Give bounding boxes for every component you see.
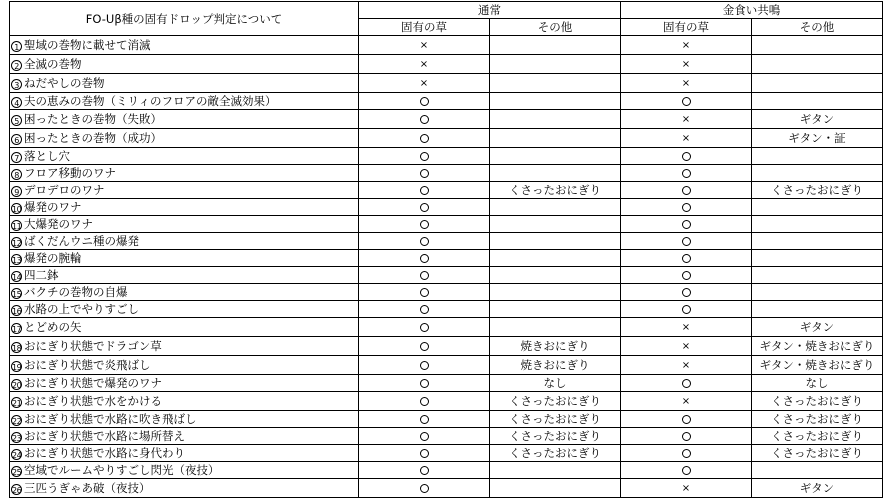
- resonance-unique-grass-cell: [621, 356, 752, 375]
- row-method-label: 困ったときの巻物（成功）: [24, 131, 162, 145]
- normal-other-cell: [490, 267, 621, 284]
- normal-unique-grass-cell: [359, 74, 490, 93]
- row-method-cell: [10, 233, 359, 250]
- circle-mark-icon: [420, 97, 429, 106]
- cross-mark: ×: [681, 114, 691, 125]
- cross-mark: ×: [419, 59, 429, 70]
- row-method-cell: [10, 36, 359, 55]
- cross-mark: ×: [681, 133, 691, 144]
- normal-other-cell: [490, 129, 621, 148]
- row-method-label: おにぎり状態で爆発のワナ: [24, 376, 162, 390]
- table-row: [10, 337, 883, 356]
- resonance-unique-grass-header: 固有の草: [621, 19, 752, 36]
- table-row: [10, 182, 883, 199]
- cell-text: くさったおにぎり: [509, 394, 601, 408]
- cross-mark: ×: [419, 40, 429, 51]
- row-method-cell: [10, 445, 359, 462]
- row-method-cell: [10, 411, 359, 428]
- row-method-label: デロデロのワナ: [24, 183, 105, 197]
- circled-number-icon: 21: [12, 399, 22, 408]
- circle-mark-icon: [682, 305, 691, 314]
- group-normal-header: 通常: [359, 2, 621, 19]
- circle-mark-icon: [682, 466, 691, 475]
- group-resonance-header: 金食い共鳴: [621, 2, 883, 19]
- resonance-other-cell: [752, 392, 883, 411]
- circle-mark-icon: [420, 323, 429, 332]
- circle-mark-icon: [682, 449, 691, 458]
- normal-other-cell: [490, 462, 621, 479]
- table-row: [10, 216, 883, 233]
- cross-mark: ×: [681, 40, 691, 51]
- table-row: [10, 233, 883, 250]
- circle-mark-icon: [682, 152, 691, 161]
- resonance-other-cell: [752, 462, 883, 479]
- table-row: [10, 250, 883, 267]
- resonance-other-cell: [752, 199, 883, 216]
- circle-mark-icon: [682, 271, 691, 280]
- cell-text: ギタン・証: [788, 131, 846, 145]
- table-row: [10, 284, 883, 301]
- table-row: [10, 110, 883, 129]
- cell-text: 焼きおにぎり: [520, 339, 590, 353]
- normal-unique-grass-cell: [359, 55, 490, 74]
- resonance-unique-grass-cell: [621, 216, 752, 233]
- table-body: [10, 36, 883, 498]
- circled-number-icon: 13: [12, 256, 22, 265]
- row-method-label: おにぎり状態で水路に吹き飛ばし: [24, 412, 197, 426]
- resonance-unique-grass-cell: [621, 318, 752, 337]
- circle-mark-icon: [420, 271, 429, 280]
- normal-unique-grass-cell: [359, 182, 490, 199]
- normal-unique-grass-cell: [359, 267, 490, 284]
- row-method-cell: [10, 375, 359, 392]
- normal-other-cell: [490, 392, 621, 411]
- circle-mark-icon: [682, 203, 691, 212]
- row-method-cell: [10, 318, 359, 337]
- row-method-cell: [10, 392, 359, 411]
- normal-unique-grass-cell: [359, 428, 490, 445]
- normal-other-cell: [490, 36, 621, 55]
- row-method-cell: [10, 110, 359, 129]
- circle-mark-icon: [420, 415, 429, 424]
- resonance-other-cell: [752, 375, 883, 392]
- row-method-label: 聖域の巻物に載せて消滅: [24, 38, 151, 52]
- row-method-label: 爆発の腕輪: [24, 251, 82, 265]
- circle-mark-icon: [420, 361, 429, 370]
- normal-unique-grass-cell: [359, 129, 490, 148]
- normal-other-cell: [490, 93, 621, 110]
- table-row: [10, 356, 883, 375]
- normal-unique-grass-cell: [359, 445, 490, 462]
- resonance-unique-grass-cell: [621, 428, 752, 445]
- row-method-cell: [10, 337, 359, 356]
- normal-other-cell: [490, 411, 621, 428]
- resonance-other-cell: [752, 318, 883, 337]
- resonance-other-cell: [752, 216, 883, 233]
- normal-other-cell: [490, 74, 621, 93]
- row-method-cell: [10, 74, 359, 93]
- table-row: [10, 375, 883, 392]
- normal-unique-grass-cell: [359, 301, 490, 318]
- normal-other-cell: [490, 199, 621, 216]
- circle-mark-icon: [420, 379, 429, 388]
- normal-unique-grass-cell: [359, 110, 490, 129]
- circled-number-icon: 7: [11, 152, 22, 163]
- normal-unique-grass-cell: [359, 148, 490, 165]
- circled-number-icon: 11: [12, 222, 22, 231]
- cell-text: ギタン・焼きおにぎり: [759, 339, 875, 353]
- normal-other-cell: [490, 301, 621, 318]
- row-method-cell: [10, 356, 359, 375]
- row-method-label: 全滅の巻物: [24, 57, 82, 71]
- row-method-cell: [10, 55, 359, 74]
- circled-number-icon: 2: [11, 60, 22, 71]
- resonance-other-cell: [752, 165, 883, 182]
- circled-number-icon: 16: [12, 307, 22, 316]
- row-method-cell: [10, 199, 359, 216]
- resonance-unique-grass-cell: [621, 148, 752, 165]
- circled-number-icon: 20: [12, 381, 22, 390]
- circle-mark-icon: [682, 254, 691, 263]
- resonance-other-cell: [752, 445, 883, 462]
- circle-mark-icon: [420, 342, 429, 351]
- normal-other-cell: [490, 337, 621, 356]
- resonance-other-header: その他: [752, 19, 883, 36]
- circle-mark-icon: [682, 237, 691, 246]
- row-method-cell: [10, 284, 359, 301]
- drop-judgment-table: [9, 1, 883, 498]
- row-method-cell: [10, 93, 359, 110]
- normal-other-cell: [490, 233, 621, 250]
- table-row: [10, 318, 883, 337]
- circle-mark-icon: [682, 432, 691, 441]
- normal-unique-grass-cell: [359, 199, 490, 216]
- circled-number-icon: 12: [12, 239, 22, 248]
- resonance-other-cell: [752, 250, 883, 267]
- cross-mark: ×: [681, 322, 691, 333]
- table-row: [10, 462, 883, 479]
- normal-unique-grass-cell: [359, 233, 490, 250]
- normal-other-cell: [490, 479, 621, 498]
- cell-text: くさったおにぎり: [509, 183, 601, 197]
- table-row: [10, 199, 883, 216]
- resonance-unique-grass-cell: [621, 110, 752, 129]
- resonance-other-cell: [752, 428, 883, 445]
- circled-number-icon: 1: [11, 41, 22, 52]
- row-method-label: 水路の上でやりすごし: [24, 302, 139, 316]
- normal-unique-grass-cell: [359, 337, 490, 356]
- row-method-label: 困ったときの巻物（失敗）: [24, 112, 162, 126]
- resonance-unique-grass-cell: [621, 233, 752, 250]
- row-method-label: 爆発のワナ: [24, 200, 82, 214]
- resonance-other-cell: [752, 74, 883, 93]
- circle-mark-icon: [420, 288, 429, 297]
- circle-mark-icon: [420, 432, 429, 441]
- cross-mark: ×: [681, 59, 691, 70]
- resonance-unique-grass-cell: [621, 284, 752, 301]
- circled-number-icon: 15: [12, 290, 22, 299]
- normal-unique-grass-header: 固有の草: [359, 19, 490, 36]
- circle-mark-icon: [682, 415, 691, 424]
- circle-mark-icon: [682, 97, 691, 106]
- normal-unique-grass-cell: [359, 375, 490, 392]
- resonance-unique-grass-cell: [621, 462, 752, 479]
- resonance-unique-grass-cell: [621, 165, 752, 182]
- table-row: [10, 36, 883, 55]
- table-row: [10, 148, 883, 165]
- row-method-cell: [10, 479, 359, 498]
- row-method-label: とどめの矢: [24, 320, 82, 334]
- circle-mark-icon: [420, 169, 429, 178]
- circled-number-icon: 26: [12, 486, 22, 495]
- cell-text: なし: [543, 376, 567, 390]
- row-method-label: おにぎり状態で水路に場所替え: [24, 429, 185, 443]
- normal-other-cell: [490, 55, 621, 74]
- circle-mark-icon: [420, 397, 429, 406]
- circled-number-icon: 4: [11, 97, 22, 108]
- cross-mark: ×: [681, 78, 691, 89]
- resonance-unique-grass-cell: [621, 411, 752, 428]
- cross-mark: ×: [681, 360, 691, 371]
- normal-other-cell: [490, 356, 621, 375]
- resonance-other-cell: [752, 129, 883, 148]
- normal-unique-grass-cell: [359, 165, 490, 182]
- resonance-unique-grass-cell: [621, 479, 752, 498]
- circled-number-icon: 6: [11, 134, 22, 145]
- row-method-label: おにぎり状態で水路に身代わり: [24, 446, 185, 460]
- cross-mark: ×: [681, 483, 691, 494]
- row-method-cell: [10, 216, 359, 233]
- resonance-unique-grass-cell: [621, 74, 752, 93]
- table-row: [10, 267, 883, 284]
- circle-mark-icon: [420, 305, 429, 314]
- row-method-cell: [10, 129, 359, 148]
- cell-text: ギタン・焼きおにぎり: [759, 358, 875, 372]
- resonance-other-cell: [752, 479, 883, 498]
- circle-mark-icon: [420, 449, 429, 458]
- resonance-other-cell: [752, 284, 883, 301]
- cell-text: なし: [805, 376, 829, 390]
- cell-text: くさったおにぎり: [509, 412, 601, 426]
- normal-other-cell: [490, 110, 621, 129]
- circled-number-icon: 17: [12, 325, 22, 334]
- resonance-unique-grass-cell: [621, 301, 752, 318]
- circle-mark-icon: [682, 169, 691, 178]
- normal-other-cell: [490, 165, 621, 182]
- table-row: [10, 428, 883, 445]
- resonance-other-cell: [752, 267, 883, 284]
- resonance-unique-grass-cell: [621, 250, 752, 267]
- circle-mark-icon: [420, 186, 429, 195]
- normal-unique-grass-cell: [359, 318, 490, 337]
- circle-mark-icon: [420, 484, 429, 493]
- normal-unique-grass-cell: [359, 411, 490, 428]
- table-row: [10, 165, 883, 182]
- resonance-other-cell: [752, 148, 883, 165]
- circled-number-icon: 25: [12, 468, 22, 477]
- row-method-label: フロア移動のワナ: [24, 166, 116, 180]
- row-method-label: おにぎり状態で水をかける: [24, 394, 162, 408]
- row-method-cell: [10, 301, 359, 318]
- row-method-label: おにぎり状態で炎飛ばし: [24, 358, 151, 372]
- table-row: [10, 301, 883, 318]
- circle-mark-icon: [682, 186, 691, 195]
- row-method-cell: [10, 462, 359, 479]
- resonance-unique-grass-cell: [621, 392, 752, 411]
- resonance-other-cell: [752, 36, 883, 55]
- cell-text: ギタン: [799, 112, 835, 126]
- normal-other-cell: [490, 148, 621, 165]
- circled-number-icon: 24: [12, 451, 22, 460]
- circled-number-icon: 14: [12, 273, 22, 282]
- normal-unique-grass-cell: [359, 250, 490, 267]
- resonance-unique-grass-cell: [621, 129, 752, 148]
- resonance-other-cell: [752, 182, 883, 199]
- circle-mark-icon: [682, 288, 691, 297]
- resonance-unique-grass-cell: [621, 93, 752, 110]
- resonance-unique-grass-cell: [621, 36, 752, 55]
- table-row: [10, 74, 883, 93]
- cross-mark: ×: [681, 341, 691, 352]
- resonance-unique-grass-cell: [621, 182, 752, 199]
- row-method-label: ねだやしの巻物: [24, 76, 105, 90]
- cross-mark: ×: [419, 78, 429, 89]
- circled-number-icon: 8: [11, 169, 22, 180]
- circled-number-icon: 23: [12, 434, 22, 443]
- table-row: [10, 129, 883, 148]
- cell-text: くさったおにぎり: [509, 429, 601, 443]
- resonance-other-cell: [752, 411, 883, 428]
- row-method-label: 落とし穴: [24, 149, 70, 163]
- normal-unique-grass-cell: [359, 462, 490, 479]
- row-method-label: 夫の恵みの巻物（ミリィのフロアの敵全滅効果）: [24, 94, 277, 108]
- row-method-label: 大爆発のワナ: [24, 217, 93, 231]
- circle-mark-icon: [420, 115, 429, 124]
- circled-number-icon: 3: [11, 79, 22, 90]
- row-method-label: 三匹うぎゃあ破（夜技）: [24, 481, 151, 495]
- resonance-unique-grass-cell: [621, 337, 752, 356]
- resonance-other-cell: [752, 55, 883, 74]
- normal-other-cell: [490, 318, 621, 337]
- resonance-unique-grass-cell: [621, 445, 752, 462]
- normal-other-cell: [490, 375, 621, 392]
- cell-text: くさったおにぎり: [771, 429, 863, 443]
- circle-mark-icon: [420, 254, 429, 263]
- normal-unique-grass-cell: [359, 479, 490, 498]
- circled-number-icon: 5: [11, 115, 22, 126]
- table-row: [10, 445, 883, 462]
- cell-text: 焼きおにぎり: [520, 358, 590, 372]
- normal-other-cell: [490, 428, 621, 445]
- circled-number-icon: 18: [12, 344, 22, 353]
- resonance-unique-grass-cell: [621, 199, 752, 216]
- circle-mark-icon: [682, 379, 691, 388]
- cell-text: ギタン: [799, 481, 835, 495]
- resonance-other-cell: [752, 337, 883, 356]
- row-method-cell: [10, 182, 359, 199]
- normal-unique-grass-cell: [359, 36, 490, 55]
- normal-other-header: その他: [490, 19, 621, 36]
- circled-number-icon: 9: [11, 186, 22, 197]
- row-method-cell: [10, 165, 359, 182]
- normal-other-cell: [490, 216, 621, 233]
- row-method-label: おにぎり状態でドラゴン草: [24, 339, 162, 353]
- row-method-cell: [10, 267, 359, 284]
- normal-other-cell: [490, 250, 621, 267]
- circled-number-icon: 10: [12, 205, 22, 214]
- table-title: FO-Uβ種の固有ドロップ判定について: [10, 2, 359, 36]
- resonance-unique-grass-cell: [621, 375, 752, 392]
- row-method-cell: [10, 428, 359, 445]
- cell-text: くさったおにぎり: [509, 446, 601, 460]
- circle-mark-icon: [682, 220, 691, 229]
- normal-other-cell: [490, 284, 621, 301]
- table-row: [10, 93, 883, 110]
- normal-unique-grass-cell: [359, 216, 490, 233]
- normal-unique-grass-cell: [359, 392, 490, 411]
- circle-mark-icon: [420, 203, 429, 212]
- normal-unique-grass-cell: [359, 356, 490, 375]
- cell-text: くさったおにぎり: [771, 446, 863, 460]
- resonance-other-cell: [752, 356, 883, 375]
- normal-unique-grass-cell: [359, 93, 490, 110]
- table-row: [10, 411, 883, 428]
- resonance-other-cell: [752, 110, 883, 129]
- cross-mark: ×: [681, 396, 691, 407]
- table-row: [10, 55, 883, 74]
- row-method-label: 四二鉢: [24, 268, 59, 282]
- circle-mark-icon: [420, 220, 429, 229]
- circled-number-icon: 22: [12, 417, 22, 426]
- cell-text: くさったおにぎり: [771, 412, 863, 426]
- table-row: [10, 479, 883, 498]
- resonance-other-cell: [752, 233, 883, 250]
- row-method-label: バクチの巻物の自爆: [24, 285, 128, 299]
- row-method-label: 空域でルームやりすごし閃光（夜技）: [24, 463, 220, 477]
- circle-mark-icon: [420, 152, 429, 161]
- table-row: [10, 392, 883, 411]
- cell-text: ギタン: [799, 320, 835, 334]
- circle-mark-icon: [420, 237, 429, 246]
- circle-mark-icon: [420, 466, 429, 475]
- row-method-cell: [10, 250, 359, 267]
- circle-mark-icon: [420, 134, 429, 143]
- circled-number-icon: 19: [12, 363, 22, 372]
- normal-other-cell: [490, 182, 621, 199]
- resonance-unique-grass-cell: [621, 267, 752, 284]
- cell-text: くさったおにぎり: [771, 183, 863, 197]
- row-method-label: ばくだんウニ種の爆発: [24, 234, 139, 248]
- normal-unique-grass-cell: [359, 284, 490, 301]
- row-method-cell: [10, 148, 359, 165]
- resonance-unique-grass-cell: [621, 55, 752, 74]
- resonance-other-cell: [752, 301, 883, 318]
- resonance-other-cell: [752, 93, 883, 110]
- cell-text: くさったおにぎり: [771, 394, 863, 408]
- normal-other-cell: [490, 445, 621, 462]
